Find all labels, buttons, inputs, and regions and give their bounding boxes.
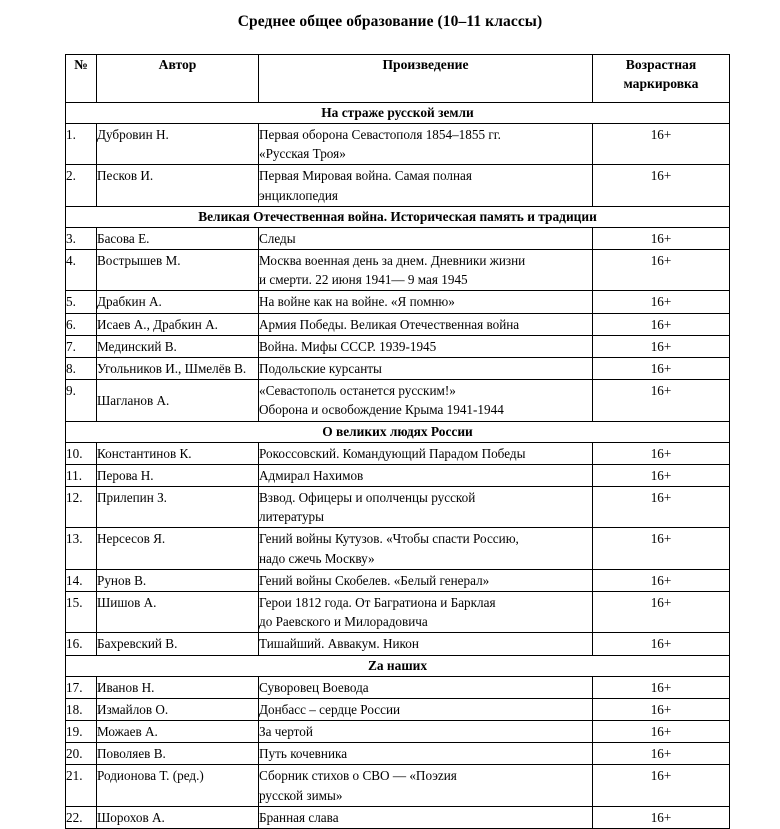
table-row xyxy=(66,250,730,291)
cell-author: Исаев А., Драбкин А. xyxy=(97,313,259,335)
table-body xyxy=(66,103,730,829)
work-line: Первая оборона Севастополя 1854–1855 гг. xyxy=(259,127,501,142)
column-header-age-rating: Возрастная маркировка xyxy=(593,55,730,103)
cell-number: 3. xyxy=(66,227,97,249)
table-row xyxy=(66,442,730,464)
table-row xyxy=(66,721,730,743)
work-line: Война. Мифы СССР. 1939-1945 xyxy=(259,338,437,354)
cell-age-rating: 16+ xyxy=(593,124,730,165)
cell-number: 8. xyxy=(66,358,97,380)
cell-age-rating: 16+ xyxy=(593,250,730,291)
table-row xyxy=(66,335,730,357)
cell-work xyxy=(259,528,593,569)
cell-age-rating: 16+ xyxy=(593,291,730,313)
cell-author: Бахревский В. xyxy=(97,633,259,655)
cell-work xyxy=(259,313,593,335)
table-row xyxy=(66,676,730,698)
cell-work xyxy=(259,165,593,206)
page-title: Среднее общее образование (10–11 классы) xyxy=(237,13,543,30)
work-line: Оборона и освобождение Крыма 1941-1944 xyxy=(259,402,504,418)
table-row xyxy=(66,633,730,655)
work-line: Путь кочевника xyxy=(259,746,348,762)
cell-author: Драбкин А. xyxy=(97,291,259,313)
cell-work xyxy=(259,743,593,765)
section-header-row xyxy=(66,103,730,124)
book-list-table-container xyxy=(65,54,729,829)
column-header-author: Автор xyxy=(97,55,259,103)
cell-age-rating: 16+ xyxy=(593,633,730,655)
cell-number: 13. xyxy=(66,528,97,569)
cell-work xyxy=(259,335,593,357)
cell-age-rating: 16+ xyxy=(593,165,730,206)
cell-age-rating: 16+ xyxy=(593,487,730,528)
table-header-row xyxy=(66,55,730,103)
section-heading: Za наших xyxy=(66,655,730,676)
table-row xyxy=(66,592,730,633)
cell-author: Поволяев В. xyxy=(97,743,259,765)
table-row xyxy=(66,743,730,765)
cell-number: 4. xyxy=(66,250,97,291)
section-header-row xyxy=(66,655,730,676)
work-line: Бранная слава xyxy=(259,809,339,825)
work-line: Гений войны Кутузов. «Чтобы спасти Россию, xyxy=(259,531,519,547)
cell-author: Басова Е. xyxy=(97,227,259,249)
cell-age-rating: 16+ xyxy=(593,528,730,569)
cell-number: 20. xyxy=(66,743,97,765)
work-line: русской зимы» xyxy=(259,787,343,803)
cell-age-rating: 16+ xyxy=(593,227,730,249)
cell-age-rating: 16+ xyxy=(593,743,730,765)
table-row xyxy=(66,698,730,720)
cell-work xyxy=(259,442,593,464)
table-row xyxy=(66,313,730,335)
cell-number: 9. xyxy=(66,380,97,421)
cell-work xyxy=(259,569,593,591)
cell-work xyxy=(259,592,593,633)
cell-number: 11. xyxy=(66,464,97,486)
cell-author: Прилепин З. xyxy=(97,487,259,528)
cell-age-rating: 16+ xyxy=(593,442,730,464)
cell-work xyxy=(259,633,593,655)
work-line: Армия Победы. Великая Отечественная война xyxy=(259,316,520,332)
table-row xyxy=(66,380,730,421)
table-row xyxy=(66,124,730,165)
cell-work xyxy=(259,464,593,486)
cell-number: 14. xyxy=(66,569,97,591)
cell-author: Мединский В. xyxy=(97,335,259,357)
cell-age-rating: 16+ xyxy=(593,592,730,633)
book-list-table xyxy=(65,54,730,829)
cell-author: Измайлов О. xyxy=(97,698,259,720)
cell-author: Вострышев М. xyxy=(97,250,259,291)
cell-author: Шишов А. xyxy=(97,592,259,633)
work-line: Герои 1812 года. От Багратиона и Барклая xyxy=(259,595,496,611)
cell-author: Константинов К. xyxy=(97,442,259,464)
cell-number: 12. xyxy=(66,487,97,528)
work-line: «Севастополь останется русским!» xyxy=(259,383,456,399)
work-line: Взвод. Офицеры и ополченцы русской xyxy=(259,490,476,506)
work-line: до Раевского и Милорадовича xyxy=(259,614,428,630)
work-line: Суворовец Воевода xyxy=(259,679,369,695)
work-line: «Русская Троя» xyxy=(259,146,346,162)
cell-work xyxy=(259,487,593,528)
cell-author: Нерсесов Я. xyxy=(97,528,259,569)
cell-author: Дубровин Н. xyxy=(97,124,259,165)
table-row xyxy=(66,528,730,569)
cell-number: 19. xyxy=(66,721,97,743)
work-line: Сборник стихов о СВО — «Поэzия xyxy=(259,768,457,784)
cell-number: 1. xyxy=(66,124,97,165)
work-line: Гений войны Скобелев. «Белый генерал» xyxy=(259,572,490,588)
cell-age-rating: 16+ xyxy=(593,721,730,743)
cell-age-rating: 16+ xyxy=(593,676,730,698)
table-row xyxy=(66,291,730,313)
column-header-work: Произведение xyxy=(259,55,593,103)
cell-age-rating: 16+ xyxy=(593,806,730,828)
table-row xyxy=(66,806,730,828)
table-row xyxy=(66,487,730,528)
cell-author: Шагланов А. xyxy=(97,380,259,421)
cell-number: 22. xyxy=(66,806,97,828)
section-header-row xyxy=(66,206,730,227)
cell-author: Можаев А. xyxy=(97,721,259,743)
cell-author: Угольников И., Шмелёв В. xyxy=(97,358,259,380)
cell-work xyxy=(259,124,593,165)
cell-number: 16. xyxy=(66,633,97,655)
table-header xyxy=(66,55,730,103)
cell-age-rating: 16+ xyxy=(593,335,730,357)
cell-author: Иванов Н. xyxy=(97,676,259,698)
table-row xyxy=(66,765,730,806)
work-line: Адмирал Нахимов xyxy=(259,467,364,483)
cell-author: Песков И. xyxy=(97,165,259,206)
cell-author: Шорохов А. xyxy=(97,806,259,828)
cell-age-rating: 16+ xyxy=(593,380,730,421)
cell-number: 10. xyxy=(66,442,97,464)
cell-age-rating: 16+ xyxy=(593,698,730,720)
cell-author: Родионова Т. (ред.) xyxy=(97,765,259,806)
cell-number: 18. xyxy=(66,698,97,720)
work-line: Тишайший. Аввакум. Никон xyxy=(259,636,419,652)
cell-work xyxy=(259,765,593,806)
cell-age-rating: 16+ xyxy=(593,569,730,591)
table-row xyxy=(66,227,730,249)
work-line: На войне как на войне. «Я помню» xyxy=(259,294,455,310)
cell-age-rating: 16+ xyxy=(593,313,730,335)
work-line: Москва военная день за днем. Дневники жизни xyxy=(259,253,526,269)
section-header-row xyxy=(66,421,730,442)
cell-age-rating: 16+ xyxy=(593,765,730,806)
cell-work xyxy=(259,380,593,421)
table-row xyxy=(66,358,730,380)
table-row xyxy=(66,464,730,486)
cell-number: 17. xyxy=(66,676,97,698)
cell-age-rating: 16+ xyxy=(593,358,730,380)
work-line: энциклопедия xyxy=(259,187,338,203)
work-line: надо сжечь Москву» xyxy=(259,550,375,566)
cell-work xyxy=(259,721,593,743)
cell-work xyxy=(259,291,593,313)
work-line: литературы xyxy=(259,509,324,525)
cell-age-rating: 16+ xyxy=(593,464,730,486)
section-heading: О великих людях России xyxy=(66,421,730,442)
work-line: За чертой xyxy=(259,724,313,740)
cell-author: Рунов В. xyxy=(97,569,259,591)
work-line: и смерти. 22 июня 1941— 9 мая 1945 xyxy=(259,272,468,288)
cell-work xyxy=(259,250,593,291)
work-line: Рокоссовский. Командующий Парадом Победы xyxy=(259,445,526,461)
cell-author: Перова Н. xyxy=(97,464,259,486)
cell-number: 2. xyxy=(66,165,97,206)
cell-work xyxy=(259,358,593,380)
table-row xyxy=(66,165,730,206)
work-line: Донбасс – сердце России xyxy=(259,701,401,717)
cell-work xyxy=(259,806,593,828)
work-line: Следы xyxy=(259,230,296,246)
cell-work xyxy=(259,676,593,698)
column-header-number: № xyxy=(66,55,97,103)
section-heading: На страже русской земли xyxy=(66,103,730,124)
cell-work xyxy=(259,227,593,249)
cell-number: 21. xyxy=(66,765,97,806)
section-heading: Великая Отечественная война. Историческая память и традиции xyxy=(66,206,730,227)
work-line: Первая Мировая война. Самая полная xyxy=(259,168,472,184)
cell-number: 7. xyxy=(66,335,97,357)
table-row xyxy=(66,569,730,591)
cell-number: 6. xyxy=(66,313,97,335)
cell-work xyxy=(259,698,593,720)
work-line: Подольские курсанты xyxy=(259,361,382,377)
cell-number: 5. xyxy=(66,291,97,313)
cell-number: 15. xyxy=(66,592,97,633)
